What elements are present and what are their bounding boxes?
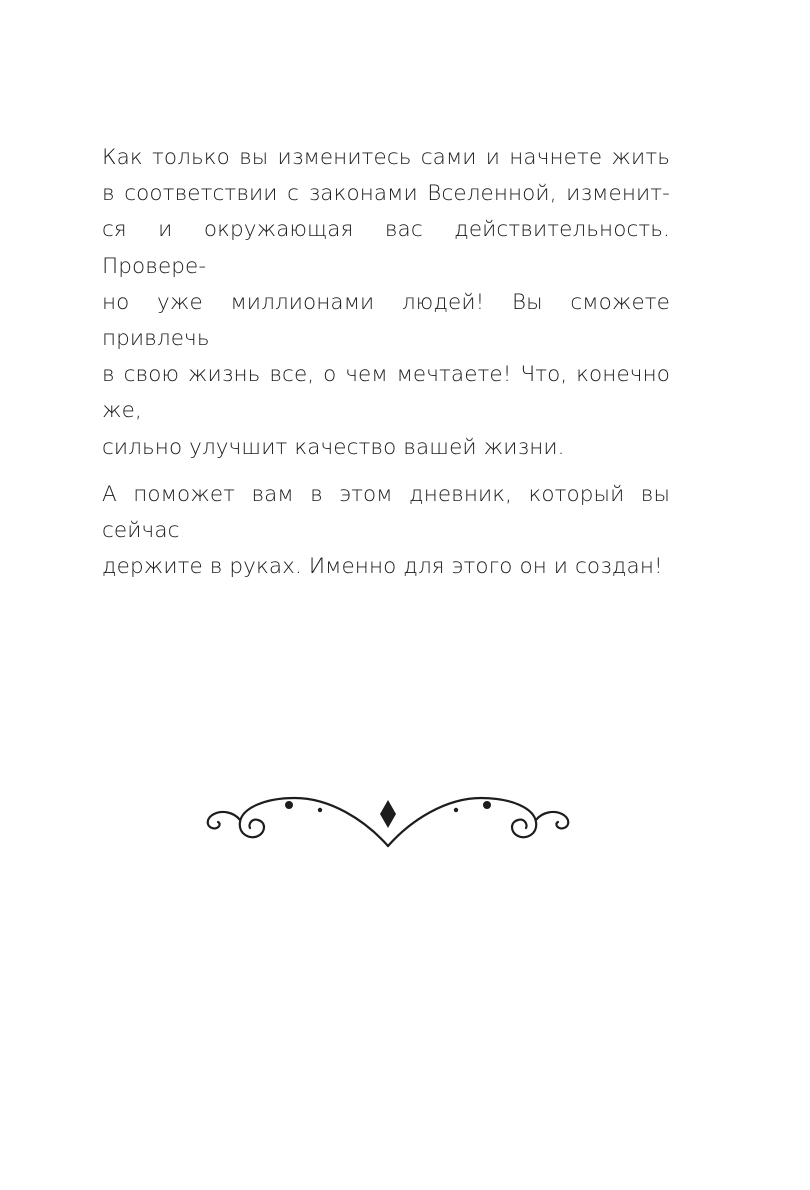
text-line: сильно улучшит качество вашей жизни. — [102, 434, 565, 460]
text-line: ся и окружающая вас действительность. Провере- — [102, 217, 670, 279]
flourish-divider-icon — [200, 790, 575, 860]
body-text — [102, 140, 670, 585]
text-line: А поможет вам в этом дневник, который вы сейчас — [102, 481, 670, 544]
text-line: в свою жизнь все, о чем мечтаете! Что, конечно же, — [102, 362, 670, 424]
paragraph-2 — [102, 477, 670, 586]
text-line: в соответствии с законами Вселенной, изменит- — [102, 181, 670, 207]
paragraph-1 — [102, 140, 670, 466]
text-line: держите в руках. Именно для этого он и создан! — [102, 554, 663, 580]
text-line: но уже миллионами людей! Вы сможете привлечь — [102, 289, 670, 352]
text-line: Как только вы изменитесь сами и начнете жить — [102, 145, 670, 170]
